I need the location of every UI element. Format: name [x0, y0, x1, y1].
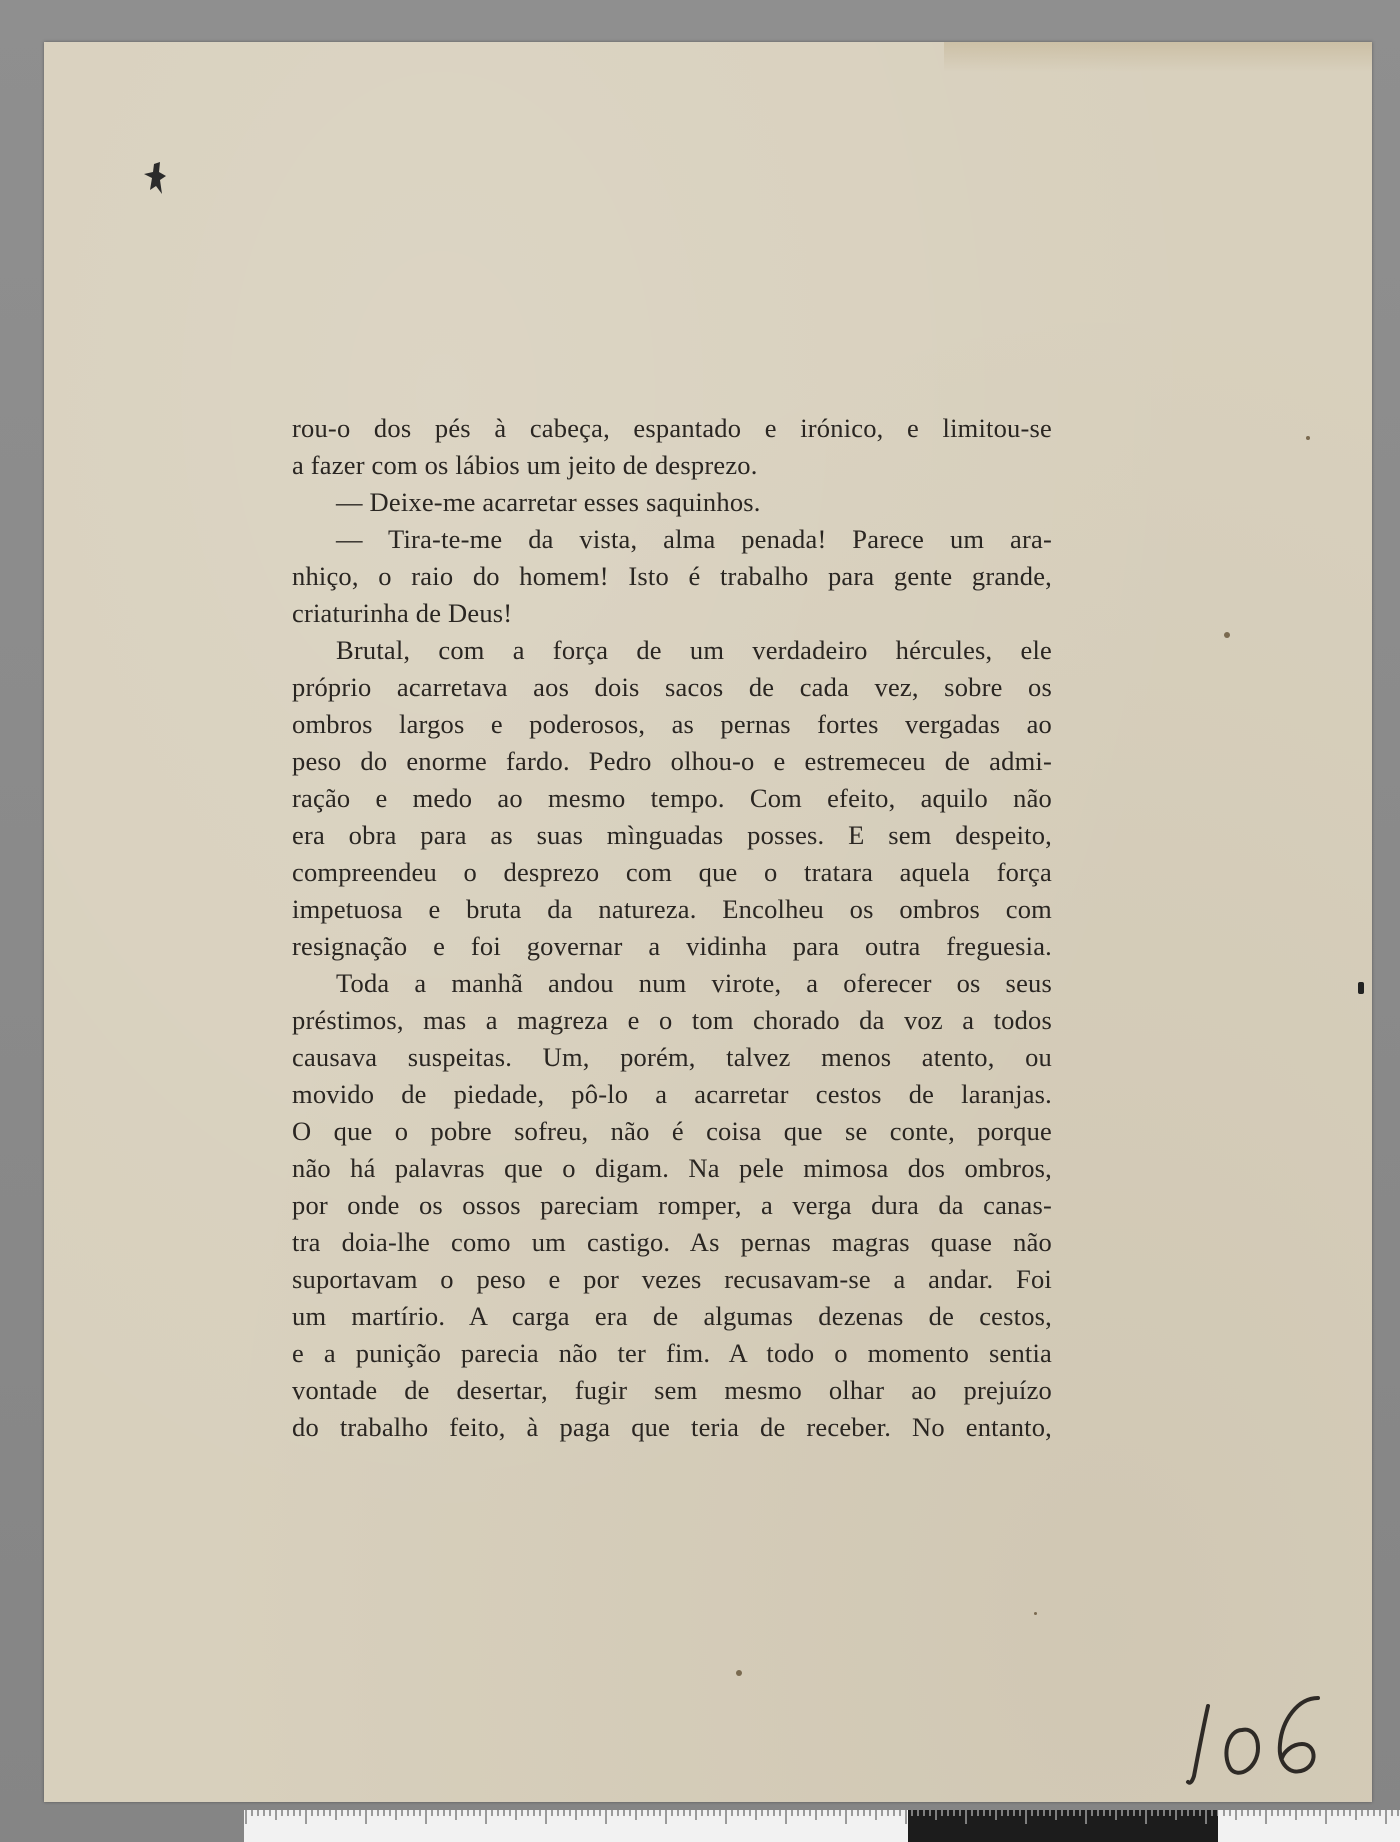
text-line: do trabalho feito, à paga que teria de receber. No entanto,: [292, 1412, 1052, 1442]
text-line: criaturinha de Deus!: [292, 598, 513, 628]
paper-speck: [1358, 982, 1364, 994]
text-line: resignação e foi governar a vidinha para outra freguesia.: [292, 931, 1052, 961]
text-line: Brutal, com a força de um verdadeiro hércules, ele: [336, 635, 1052, 665]
scale-ruler: [244, 1810, 1400, 1842]
ruler-ticks: [244, 1810, 1400, 1842]
text-line: Toda a manhã andou num virote, a oferecer os seus: [336, 968, 1052, 998]
text-line: causava suspeitas. Um, porém, talvez menos atento, ou: [292, 1042, 1052, 1072]
paper-stain: [944, 42, 1372, 72]
handwritten-page-number: [1178, 1684, 1338, 1794]
text-line: tra doia-lhe como um castigo. As pernas magras quase não: [292, 1227, 1052, 1257]
text-line: suportavam o peso e por vezes recusavam-se a andar. Foi: [292, 1264, 1052, 1294]
text-line: por onde os ossos pareciam romper, a verga dura da canas-: [292, 1190, 1052, 1220]
paper-speck: [1306, 436, 1310, 440]
body-text: [292, 410, 1052, 1446]
text-line: ração e medo ao mesmo tempo. Com efeito, aquilo não: [292, 783, 1052, 813]
text-line: e a punição parecia não ter fim. A todo o momento sentia: [292, 1338, 1052, 1368]
text-line: compreendeu o desprezo com que o tratara aquela força: [292, 857, 1052, 887]
paper-speck: [1224, 632, 1230, 638]
text-line: não há palavras que o digam. Na pele mimosa dos ombros,: [292, 1153, 1052, 1183]
text-line: O que o pobre sofreu, não é coisa que se conte, porque: [292, 1116, 1052, 1146]
text-line: impetuosa e bruta da natureza. Encolheu os ombros com: [292, 894, 1052, 924]
text-line: — Deixe-me acarretar esses saquinhos.: [336, 487, 761, 517]
paper-speck: [1034, 1612, 1037, 1615]
text-line: movido de piedade, pô-lo a acarretar cestos de laranjas.: [292, 1079, 1052, 1109]
text-line: a fazer com os lábios um jeito de desprezo.: [292, 450, 758, 480]
text-line: préstimos, mas a magreza e o tom chorado da voz a todos: [292, 1005, 1052, 1035]
text-line: um martírio. A carga era de algumas dezenas de cestos,: [292, 1301, 1052, 1331]
paper-speck: [736, 1670, 742, 1676]
text-line: nhiço, o raio do homem! Isto é trabalho para gente grande,: [292, 561, 1052, 591]
text-line: era obra para as suas mìnguadas posses. E sem despeito,: [292, 820, 1052, 850]
paper-hole-icon: [140, 160, 174, 206]
text-line: — Tira-te-me da vista, alma penada! Parece um ara-: [336, 524, 1052, 554]
text-line: ombros largos e poderosos, as pernas fortes vergadas ao: [292, 709, 1052, 739]
text-line: vontade de desertar, fugir sem mesmo olhar ao prejuízo: [292, 1375, 1052, 1405]
text-line: próprio acarretava aos dois sacos de cada vez, sobre os: [292, 672, 1052, 702]
text-line: rou-o dos pés à cabeça, espantado e irónico, e limitou-se: [292, 413, 1052, 443]
text-line: peso do enorme fardo. Pedro olhou-o e estremeceu de admi-: [292, 746, 1052, 776]
